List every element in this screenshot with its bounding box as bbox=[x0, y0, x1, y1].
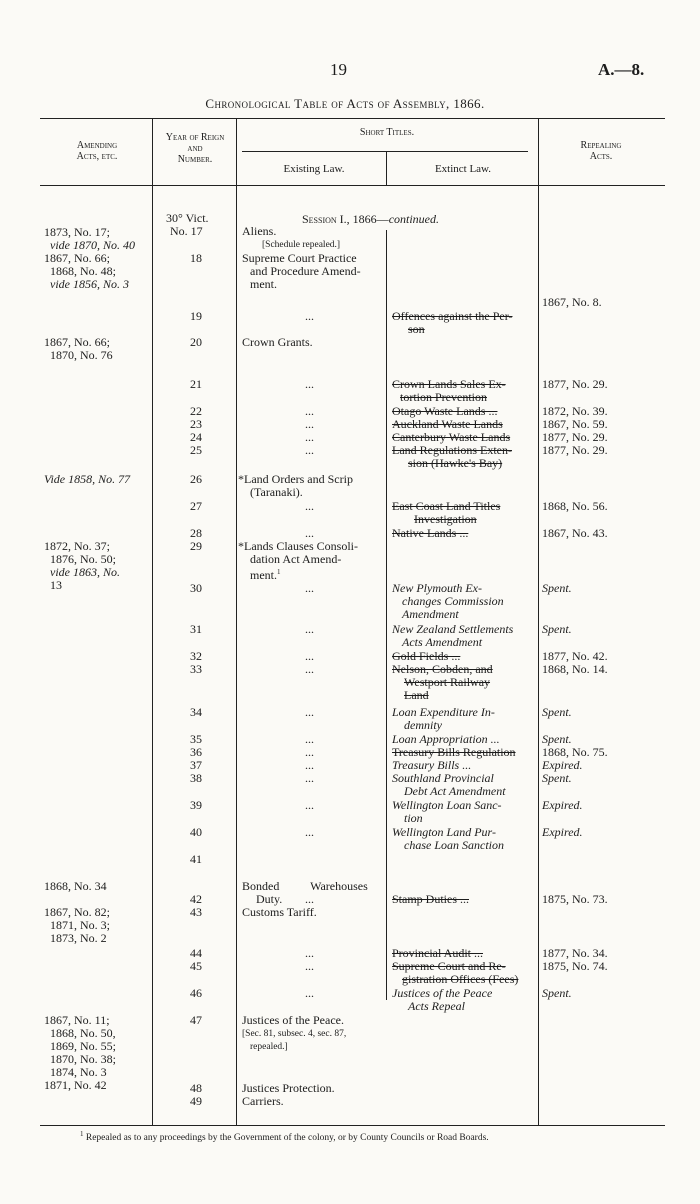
session-number: No. 17 bbox=[170, 224, 203, 238]
ellipsis: ... bbox=[305, 798, 314, 812]
existing-law-entry: Customs Tariff. bbox=[242, 905, 317, 919]
amending-entry: 1874, No. 3 bbox=[50, 1065, 107, 1079]
ellipsis: ... bbox=[305, 705, 314, 719]
ellipsis: ... bbox=[305, 732, 314, 746]
repealing-entry: 1867, No. 59. bbox=[542, 417, 608, 431]
column-divider bbox=[386, 230, 387, 1000]
repealing-entry: Spent. bbox=[542, 986, 572, 1000]
header-bottom-rule bbox=[40, 185, 665, 186]
act-number: 38 bbox=[190, 771, 202, 785]
ellipsis: ... bbox=[305, 649, 314, 663]
act-number: 20 bbox=[190, 335, 202, 349]
column-divider bbox=[152, 118, 153, 1125]
extinct-law-entry: Debt Act Amendment bbox=[404, 784, 506, 798]
amending-entry: 1867, No. 66; bbox=[44, 251, 110, 265]
existing-law-entry: Carriers. bbox=[242, 1094, 284, 1108]
extinct-law-entry: Westport Railway bbox=[404, 675, 491, 689]
table-title: Chronological Table of Acts of Assembly, 1866. bbox=[205, 96, 485, 111]
act-number: 40 bbox=[190, 825, 202, 839]
amending-entry: vide 1856, No. 3 bbox=[50, 277, 129, 291]
extinct-law-entry: Justices of the Peace bbox=[392, 986, 493, 1000]
amending-entry: vide 1863, No. bbox=[50, 565, 120, 579]
extinct-law-entry: demnity bbox=[404, 718, 442, 732]
act-number: 44 bbox=[190, 946, 202, 960]
extinct-law-entry: Native Lands ... bbox=[392, 526, 469, 540]
existing-law-entry: (Taranaki). bbox=[250, 485, 303, 499]
act-number: 30 bbox=[190, 581, 202, 595]
extinct-law-entry: Auckland Waste Lands bbox=[392, 417, 503, 431]
act-number: 42 bbox=[190, 892, 202, 906]
extinct-law-entry: tortion Prevention bbox=[400, 390, 487, 404]
extinct-law-entry: son bbox=[408, 322, 425, 336]
existing-law-entry: *Land Orders and Scrip bbox=[238, 472, 353, 486]
extinct-law-entry: Acts Repeal bbox=[408, 999, 465, 1013]
extinct-law-entry: Otago Waste Lands ... bbox=[392, 404, 498, 418]
act-number: 41 bbox=[190, 852, 202, 866]
amending-entry: Vide 1858, No. 77 bbox=[44, 472, 131, 486]
ellipsis: ... bbox=[305, 622, 314, 636]
existing-law-entry: ment.$^1$ bbox=[250, 568, 281, 582]
repealing-entry: 1877, No. 42. bbox=[542, 649, 608, 663]
extinct-law-entry: Stamp Duties ... bbox=[392, 892, 469, 906]
extinct-law-entry: New Zealand Settlements bbox=[392, 622, 514, 636]
amending-entry: 1871, No. 42 bbox=[44, 1078, 107, 1092]
ellipsis: ... bbox=[305, 430, 314, 444]
act-number: 35 bbox=[190, 732, 202, 746]
ellipsis: ... bbox=[305, 581, 314, 595]
ellipsis: ... bbox=[305, 946, 314, 960]
amending-entry: 1869, No. 55; bbox=[50, 1039, 116, 1053]
amending-entry: 13 bbox=[50, 578, 62, 592]
extinct-law-entry: chase Loan Sanction bbox=[404, 838, 504, 852]
amending-entry: 1867, No. 66; bbox=[44, 335, 110, 349]
act-number: 45 bbox=[190, 959, 202, 973]
act-number: 18 bbox=[190, 251, 202, 265]
extinct-law-entry: Land bbox=[404, 688, 429, 702]
repealing-entry: 1877, No. 34. bbox=[542, 946, 608, 960]
header-extinct-law: Extinct Law. bbox=[434, 163, 492, 175]
repealing-entry: Expired. bbox=[542, 798, 583, 812]
session-year: 30° Vict. bbox=[166, 211, 209, 225]
act-number: 23 bbox=[190, 417, 202, 431]
amending-entry: 1868, No. 34 bbox=[44, 879, 107, 893]
extinct-law-entry: New Plymouth Ex- bbox=[392, 581, 482, 595]
extinct-law-entry: Crown Lands Sales Ex- bbox=[392, 377, 506, 391]
repealing-entry: Spent. bbox=[542, 581, 572, 595]
existing-law-entry: Crown Grants. bbox=[242, 335, 313, 349]
act-number: 28 bbox=[190, 526, 202, 540]
ellipsis: ... bbox=[305, 745, 314, 759]
existing-law-entry: ment. bbox=[250, 277, 277, 291]
repealing-entry: 1868, No. 14. bbox=[542, 662, 608, 676]
repealing-entry: 1875, No. 73. bbox=[542, 892, 608, 906]
existing-law-note: [Schedule repealed.] bbox=[262, 240, 341, 250]
ellipsis: ... bbox=[305, 417, 314, 431]
existing-law-entry: Justices Protection. bbox=[242, 1081, 335, 1095]
act-number: 47 bbox=[190, 1013, 202, 1027]
act-number: 29 bbox=[190, 539, 202, 553]
repealing-entry: Spent. bbox=[542, 622, 572, 636]
ellipsis: ... bbox=[305, 377, 314, 391]
act-number: 24 bbox=[190, 430, 202, 444]
document-reference: A.—8. bbox=[598, 60, 645, 79]
extinct-law-entry: Treasury Bills Regulation bbox=[392, 745, 516, 759]
column-divider bbox=[386, 151, 387, 185]
repealing-entry: Spent. bbox=[542, 732, 572, 746]
act-number: 33 bbox=[190, 662, 202, 676]
extinct-law-entry: Wellington Land Pur- bbox=[392, 825, 496, 839]
act-number: 36 bbox=[190, 745, 202, 759]
extinct-law-entry: changes Commission bbox=[402, 594, 504, 608]
amending-entry: 1873, No. 2 bbox=[50, 931, 107, 945]
ellipsis: ... bbox=[305, 443, 314, 457]
extinct-law-entry: gistration Offices (Fees) bbox=[402, 972, 519, 986]
ellipsis: ... bbox=[305, 959, 314, 973]
extinct-law-entry: Wellington Loan Sanc- bbox=[392, 798, 502, 812]
act-number: 31 bbox=[190, 622, 202, 636]
act-number: 46 bbox=[190, 986, 202, 1000]
amending-entry: 1868, No. 50, bbox=[50, 1026, 116, 1040]
repealing-entry: 1868, No. 75. bbox=[542, 745, 608, 759]
extinct-law-entry: Investigation bbox=[414, 512, 477, 526]
repealing-entry: 1877, No. 29. bbox=[542, 443, 608, 457]
extinct-law-entry: sion (Hawke's Bay) bbox=[408, 456, 503, 470]
header-existing-law: Existing Law. bbox=[283, 163, 345, 175]
amending-entry: 1870, No. 38; bbox=[50, 1052, 116, 1066]
table-top-rule bbox=[40, 118, 665, 119]
act-number: 32 bbox=[190, 649, 202, 663]
table-bottom-rule bbox=[40, 1125, 665, 1126]
repealing-entry: Expired. bbox=[542, 758, 583, 772]
amending-entry: 1872, No. 37; bbox=[44, 539, 110, 553]
ellipsis: ... bbox=[305, 986, 314, 1000]
act-number: 37 bbox=[190, 758, 202, 772]
ellipsis: ... bbox=[305, 404, 314, 418]
extinct-law-entry: Southland Provincial bbox=[392, 771, 494, 785]
page-number: 19 bbox=[330, 60, 347, 79]
extinct-law-entry: tion bbox=[404, 811, 423, 825]
existing-law-entry: Duty. bbox=[256, 892, 283, 906]
amending-entry: 1871, No. 3; bbox=[50, 918, 110, 932]
repealing-entry: 1877, No. 29. bbox=[542, 430, 608, 444]
ellipsis: ... bbox=[305, 771, 314, 785]
header-year: Year of Reign and Number. bbox=[165, 132, 225, 165]
repealing-entry: 1877, No. 29. bbox=[542, 377, 608, 391]
act-number: 49 bbox=[190, 1094, 202, 1108]
existing-law-note: repealed.] bbox=[250, 1042, 288, 1052]
repealing-entry: 1872, No. 39. bbox=[542, 404, 608, 418]
existing-law-entry: Bonded Warehouses bbox=[242, 879, 368, 893]
ellipsis: ... bbox=[305, 526, 314, 540]
ellipsis: ... bbox=[305, 758, 314, 772]
repealing-entry: 1868, No. 56. bbox=[542, 499, 608, 513]
extinct-law-entry: Gold Fields ... bbox=[392, 649, 461, 663]
amending-entry: vide 1870, No. 40 bbox=[50, 238, 135, 252]
act-number: 34 bbox=[190, 705, 202, 719]
extinct-law-entry: Supreme Court and Re- bbox=[392, 959, 506, 973]
act-number: 21 bbox=[190, 377, 202, 391]
existing-law-entry: Aliens. bbox=[242, 224, 277, 238]
extinct-law-entry: Nelson, Cobden, and bbox=[392, 662, 493, 676]
header-amending: Amending Acts, etc. bbox=[76, 140, 118, 162]
act-number: 25 bbox=[190, 443, 202, 457]
amending-entry: 1868, No. 48; bbox=[50, 264, 116, 278]
act-number: 43 bbox=[190, 905, 202, 919]
extinct-law-entry: Treasury Bills ... bbox=[392, 758, 472, 772]
header-short-titles: Short Titles. bbox=[359, 127, 415, 138]
ellipsis: ... bbox=[305, 662, 314, 676]
existing-law-entry: Supreme Court Practice bbox=[242, 251, 357, 265]
repealing-entry: 1875, No. 74. bbox=[542, 959, 608, 973]
act-number: 19 bbox=[190, 309, 202, 323]
ellipsis: ... bbox=[305, 892, 314, 906]
existing-law-entry: dation Act Amend- bbox=[250, 552, 342, 566]
column-divider bbox=[538, 118, 539, 1125]
extinct-law-entry: Offences against the Per- bbox=[392, 309, 513, 323]
extinct-law-entry: Land Regulations Exten- bbox=[392, 443, 512, 457]
extinct-law-entry: East Coast Land Titles bbox=[392, 499, 501, 513]
repealing-entry: Spent. bbox=[542, 705, 572, 719]
ellipsis: ... bbox=[305, 499, 314, 513]
repealing-entry: Expired. bbox=[542, 825, 583, 839]
existing-law-entry: *Lands Clauses Consoli- bbox=[238, 539, 358, 553]
amending-entry: 1867, No. 11; bbox=[44, 1013, 110, 1027]
amending-entry: 1873, No. 17; bbox=[44, 225, 110, 239]
short-titles-rule bbox=[242, 151, 528, 152]
ellipsis: ... bbox=[305, 825, 314, 839]
act-number: 22 bbox=[190, 404, 202, 418]
existing-law-entry: Justices of the Peace. bbox=[242, 1013, 344, 1027]
amending-entry: 1867, No. 82; bbox=[44, 905, 110, 919]
column-divider bbox=[236, 118, 237, 1125]
existing-law-entry: and Procedure Amend- bbox=[250, 264, 361, 278]
act-number: 26 bbox=[190, 472, 202, 486]
ellipsis: ... bbox=[305, 309, 314, 323]
act-number: 48 bbox=[190, 1081, 202, 1095]
header-repealing: Repealing Acts. bbox=[580, 140, 622, 162]
repealing-entry: 1867, No. 8. bbox=[542, 295, 602, 309]
session-heading: Session I., 1866—continued. bbox=[302, 212, 440, 226]
footnote: $^1$ Repealed as to any proceedings by the Government of the colony, or by County Councils or Road Boards. bbox=[80, 1130, 489, 1144]
act-number: 39 bbox=[190, 798, 202, 812]
act-number: 27 bbox=[190, 499, 202, 513]
amending-entry: 1876, No. 50; bbox=[50, 552, 116, 566]
extinct-law-entry: Acts Amendment bbox=[402, 635, 483, 649]
repealing-entry: Spent. bbox=[542, 771, 572, 785]
extinct-law-entry: Amendment bbox=[402, 607, 459, 621]
repealing-entry: 1867, No. 43. bbox=[542, 526, 608, 540]
extinct-law-entry: Provincial Audit ... bbox=[392, 946, 483, 960]
extinct-law-entry: Loan Appropriation ... bbox=[392, 732, 500, 746]
extinct-law-entry: Loan Expenditure In- bbox=[392, 705, 495, 719]
extinct-law-entry: Canterbury Waste Lands bbox=[392, 430, 511, 444]
amending-entry: 1870, No. 76 bbox=[50, 348, 113, 362]
existing-law-note: [Sec. 81, subsec. 4, sec. 87, bbox=[242, 1029, 347, 1039]
